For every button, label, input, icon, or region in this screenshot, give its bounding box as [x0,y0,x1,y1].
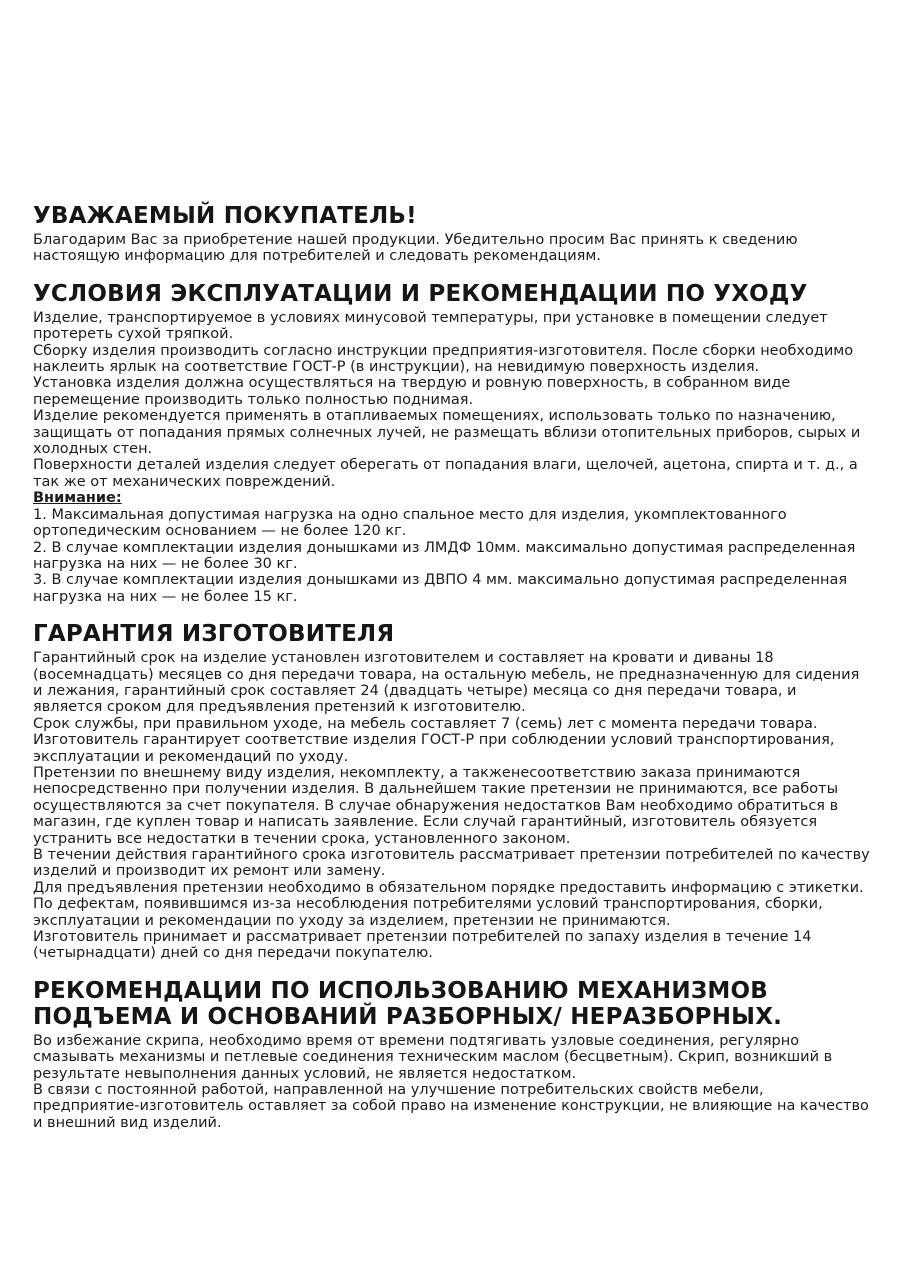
section-usage-conditions-heading: УСЛОВИЯ ЭКСПЛУАТАЦИИ И РЕКОМЕНДАЦИИ ПО УХОДУ [33,280,808,307]
paragraph: Во избежание скрипа, необходимо время от времени подтягивать узловые соединения, регулярно смазывать механизмы и петлевые соединения техническим маслом (бесцветным). Скрип, возникший в результате невыполнения данных условий, не является недостатком. [33,1032,833,1082]
section-greeting-heading: УВАЖАЕМЫЙ ПОКУПАТЕЛЬ! [33,203,417,229]
warning-label [33,490,870,506]
paragraph: Претензии по внешнему виду изделия, некомплекту, а такженесоответствию заказа принимаются непосредственно при получении изделия. В дальнейшем такие претензии не принимаются, все работы осуществляются за счет покупателя. В случае обнаружения недостатков Вам необходимо обратиться в магазин, где куплен товар и написать заявление. Если случай гарантийный, изготовитель обязуется устранить все недостатки в течении срока, установленного законом. [33,764,839,847]
paragraph: Установка изделия должна осуществляться на твердую и ровную поверхность, в собранном виде перемещение производить только полностью поднимая. [33,375,791,408]
section-usage-conditions [33,281,870,605]
warning-item: 3. В случае комплектации изделия донышками из ДВПО 4 мм. максимально допустимая распределенная нагрузка на них — не более 15 кг. [33,572,848,605]
section-mechanisms-heading: РЕКОМЕНДАЦИИ ПО ИСПОЛЬЗОВАНИЮ МЕХАНИЗМОВ ПОДЪЕМА И ОСНОВАНИЙ РАЗБОРНЫХ/ НЕРАЗБОРНЫХ. [33,977,783,1030]
warning-item: 2. В случае комплектации изделия донышками из ЛМДФ 10мм. максимально допустимая распределенная нагрузка на них — не более 30 кг. [33,539,856,572]
section-greeting [33,203,870,265]
section-mechanisms [33,978,870,1131]
paragraph: По дефектам, появившимся из-за несоблюдения потребителями условий транспортирования, сборки, эксплуатации и рекомендации по уходу за изделием, претензии не принимаются. [33,896,823,929]
paragraph: Благодарим Вас за приобретение нашей продукции. Убедительно просим Вас принять к сведению настоящую информацию для потребителей и следовать рекомендациям. [33,232,798,265]
paragraph: Изготовитель принимает и рассматривает претензии потребителей по запаху изделия в течение 14 (четырнадцати) дней со дня передачи покупателю. [33,929,812,962]
section-warranty [33,621,870,962]
paragraph: Гарантийный срок на изделие установлен изготовителем и составляет на кровати и диваны 18 (восемнадцать) месяцев со дня передачи товара, на остальную мебель, не предназначенную для сидения и лежания, гарантийный срок составляет 24 (двадцать четыре) месяца со дня передачи товара, и является сроком для предъявления претензий к изготовителю. [33,650,860,716]
section-warranty-heading: ГАРАНТИЯ ИЗГОТОВИТЕЛЯ [33,621,395,648]
paragraph: Изделие, транспортируемое в условиях минусовой температуры, при установке в помещении следует протереть сухой тряпкой. [33,309,828,343]
paragraph: Поверхности деталей изделия следует оберегать от попадания влаги, щелочей, ацетона, спирта и т. д., а так же от механических повреждений. [33,457,858,490]
paragraph: Изготовитель гарантирует соответствие изделия ГОСТ-Р при соблюдении условий транспортирования, эксплуатации и рекомендаций по уходу. [33,732,835,765]
paragraph: Для предъявления претензии необходимо в обязательном порядке предоставить информацию с этикетки. [33,879,864,896]
document-body [33,203,870,1131]
warning-item: 1. Максимальная допустимая нагрузка на одно спальное место для изделия, укомплектованного ортопедическим основанием — не более 120 кг. [33,506,787,540]
paragraph: Срок службы, при правильном уходе, на мебель составляет 7 (семь) лет с момента передачи товара. [33,715,818,732]
paragraph: Сборку изделия производить согласно инструкции предприятия-изготовителя. После сборки необходимо наклеить ярлык на соответствие ГОСТ-Р (в инструкции), на невидимую поверхность изделия. [33,342,854,376]
warning-label-text: Внимание: [33,490,122,507]
paragraph: Изделие рекомендуется применять в отапливаемых помещениях, использовать только по назначению, защищать от попадания прямых солнечных лучей, не размещать вблизи отопительных приборов, сырых и холодных стен. [33,408,861,458]
paragraph: В течении действия гарантийного срока изготовитель рассматривает претензии потребителей по качеству изделий и производит их ремонт или замену. [33,847,870,880]
paragraph: В связи с постоянной работой, направленной на улучшение потребительских свойств мебели, предприятие-изготовитель оставляет за собой право на изменение конструкции, не влияющие на качество и внешний вид изделий. [33,1082,869,1131]
